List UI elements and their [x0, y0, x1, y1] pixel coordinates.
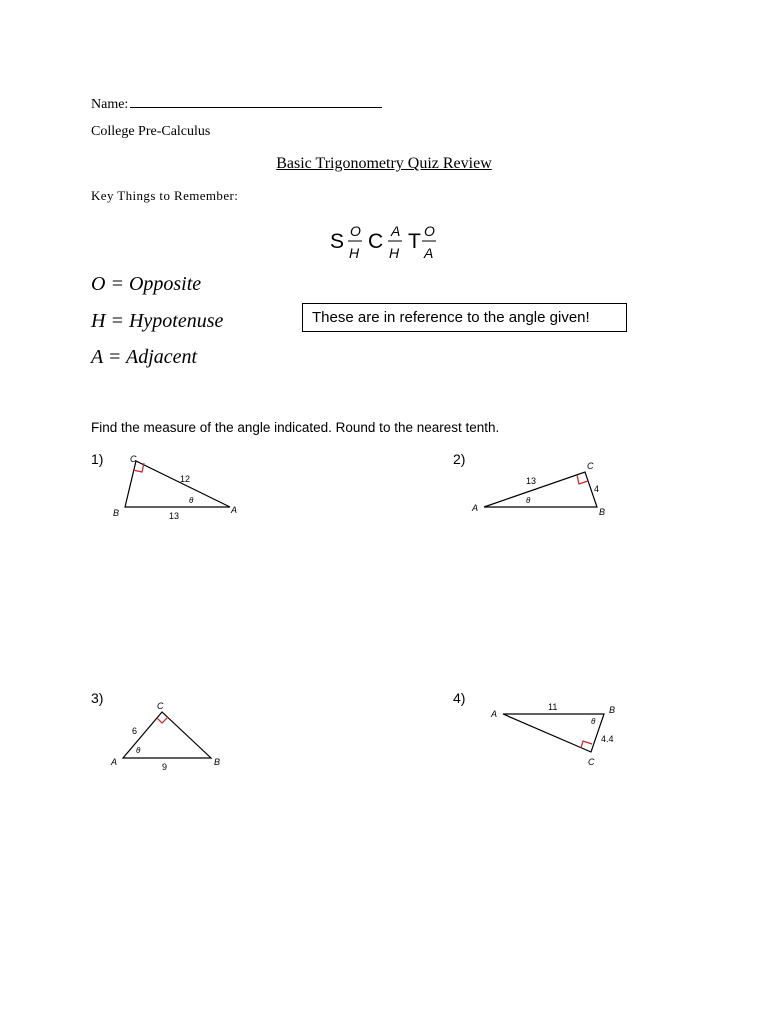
vertex-a-label: A — [472, 503, 479, 513]
vertex-a-label: A — [491, 709, 498, 719]
right-angle-marker — [157, 717, 168, 723]
angle-theta-label: θ — [591, 717, 596, 726]
cosine-numerator: A — [391, 223, 401, 239]
key-heading: Key Things to Remember: — [91, 188, 239, 203]
soh-cah-toa-mnemonic — [330, 220, 450, 264]
vertex-b-label: B — [599, 507, 606, 517]
vertex-b-label: B — [609, 705, 616, 715]
name-field — [91, 93, 382, 113]
sine-letter: S — [330, 230, 345, 253]
side-ac-label: 6 — [132, 726, 138, 736]
tangent-denominator: A — [424, 245, 434, 261]
cosine-letter: C — [368, 230, 384, 253]
vertex-b-label: B — [113, 508, 120, 518]
name-label: Name: — [91, 97, 129, 112]
course-name: College Pre-Calculus — [91, 124, 211, 139]
problem-3-number: 3) — [91, 690, 104, 706]
problem-4-number: 4) — [453, 690, 466, 706]
vertex-b-label: B — [214, 757, 221, 767]
sine-numerator: O — [350, 223, 361, 239]
right-angle-marker — [581, 741, 592, 748]
side-ac-label: 13 — [526, 476, 537, 486]
definition-hypotenuse: H = Hypotenuse — [91, 310, 224, 332]
vertex-a-label: A — [111, 757, 118, 767]
side-ca-label: 12 — [180, 474, 191, 484]
name-blank-line[interactable] — [130, 93, 382, 108]
vertex-c-label: C — [587, 461, 594, 471]
vertex-a-label: A — [231, 505, 238, 515]
problem-2-number: 2) — [453, 451, 466, 467]
cosine-denominator: H — [389, 245, 400, 261]
triangle-outline — [125, 461, 230, 507]
vertex-c-label: C — [157, 701, 164, 711]
side-ab-label: 11 — [548, 702, 558, 712]
angle-theta-label: θ — [136, 746, 141, 755]
problem-1-number: 1) — [91, 451, 104, 467]
vertex-c-label: C — [130, 454, 137, 464]
problem-2-triangle — [468, 450, 618, 525]
problem-3-triangle — [105, 695, 235, 780]
triangle-outline — [484, 472, 600, 507]
side-bc-label: 4.4 — [601, 734, 614, 744]
problem-1-triangle — [105, 450, 255, 525]
side-cb-label: 4 — [594, 484, 600, 494]
vertex-c-label: C — [588, 757, 595, 767]
sine-denominator: H — [349, 245, 360, 261]
side-ab-label: 9 — [162, 762, 168, 772]
angle-theta-label: θ — [189, 496, 194, 505]
definition-opposite: O = Opposite — [91, 273, 202, 295]
problem-4-triangle — [485, 695, 625, 775]
side-ba-label: 13 — [169, 511, 180, 521]
tangent-letter: T — [408, 230, 421, 253]
definition-adjacent: A = Adjacent — [91, 346, 198, 368]
page-title: Basic Trigonometry Quiz Review — [276, 155, 492, 172]
tangent-numerator: O — [424, 223, 435, 239]
instructions: Find the measure of the angle indicated. Round to the nearest tenth. — [91, 420, 500, 435]
angle-theta-label: θ — [526, 496, 531, 505]
triangle-outline — [503, 714, 604, 752]
reference-note-box: These are in reference to the angle given! — [302, 303, 627, 332]
